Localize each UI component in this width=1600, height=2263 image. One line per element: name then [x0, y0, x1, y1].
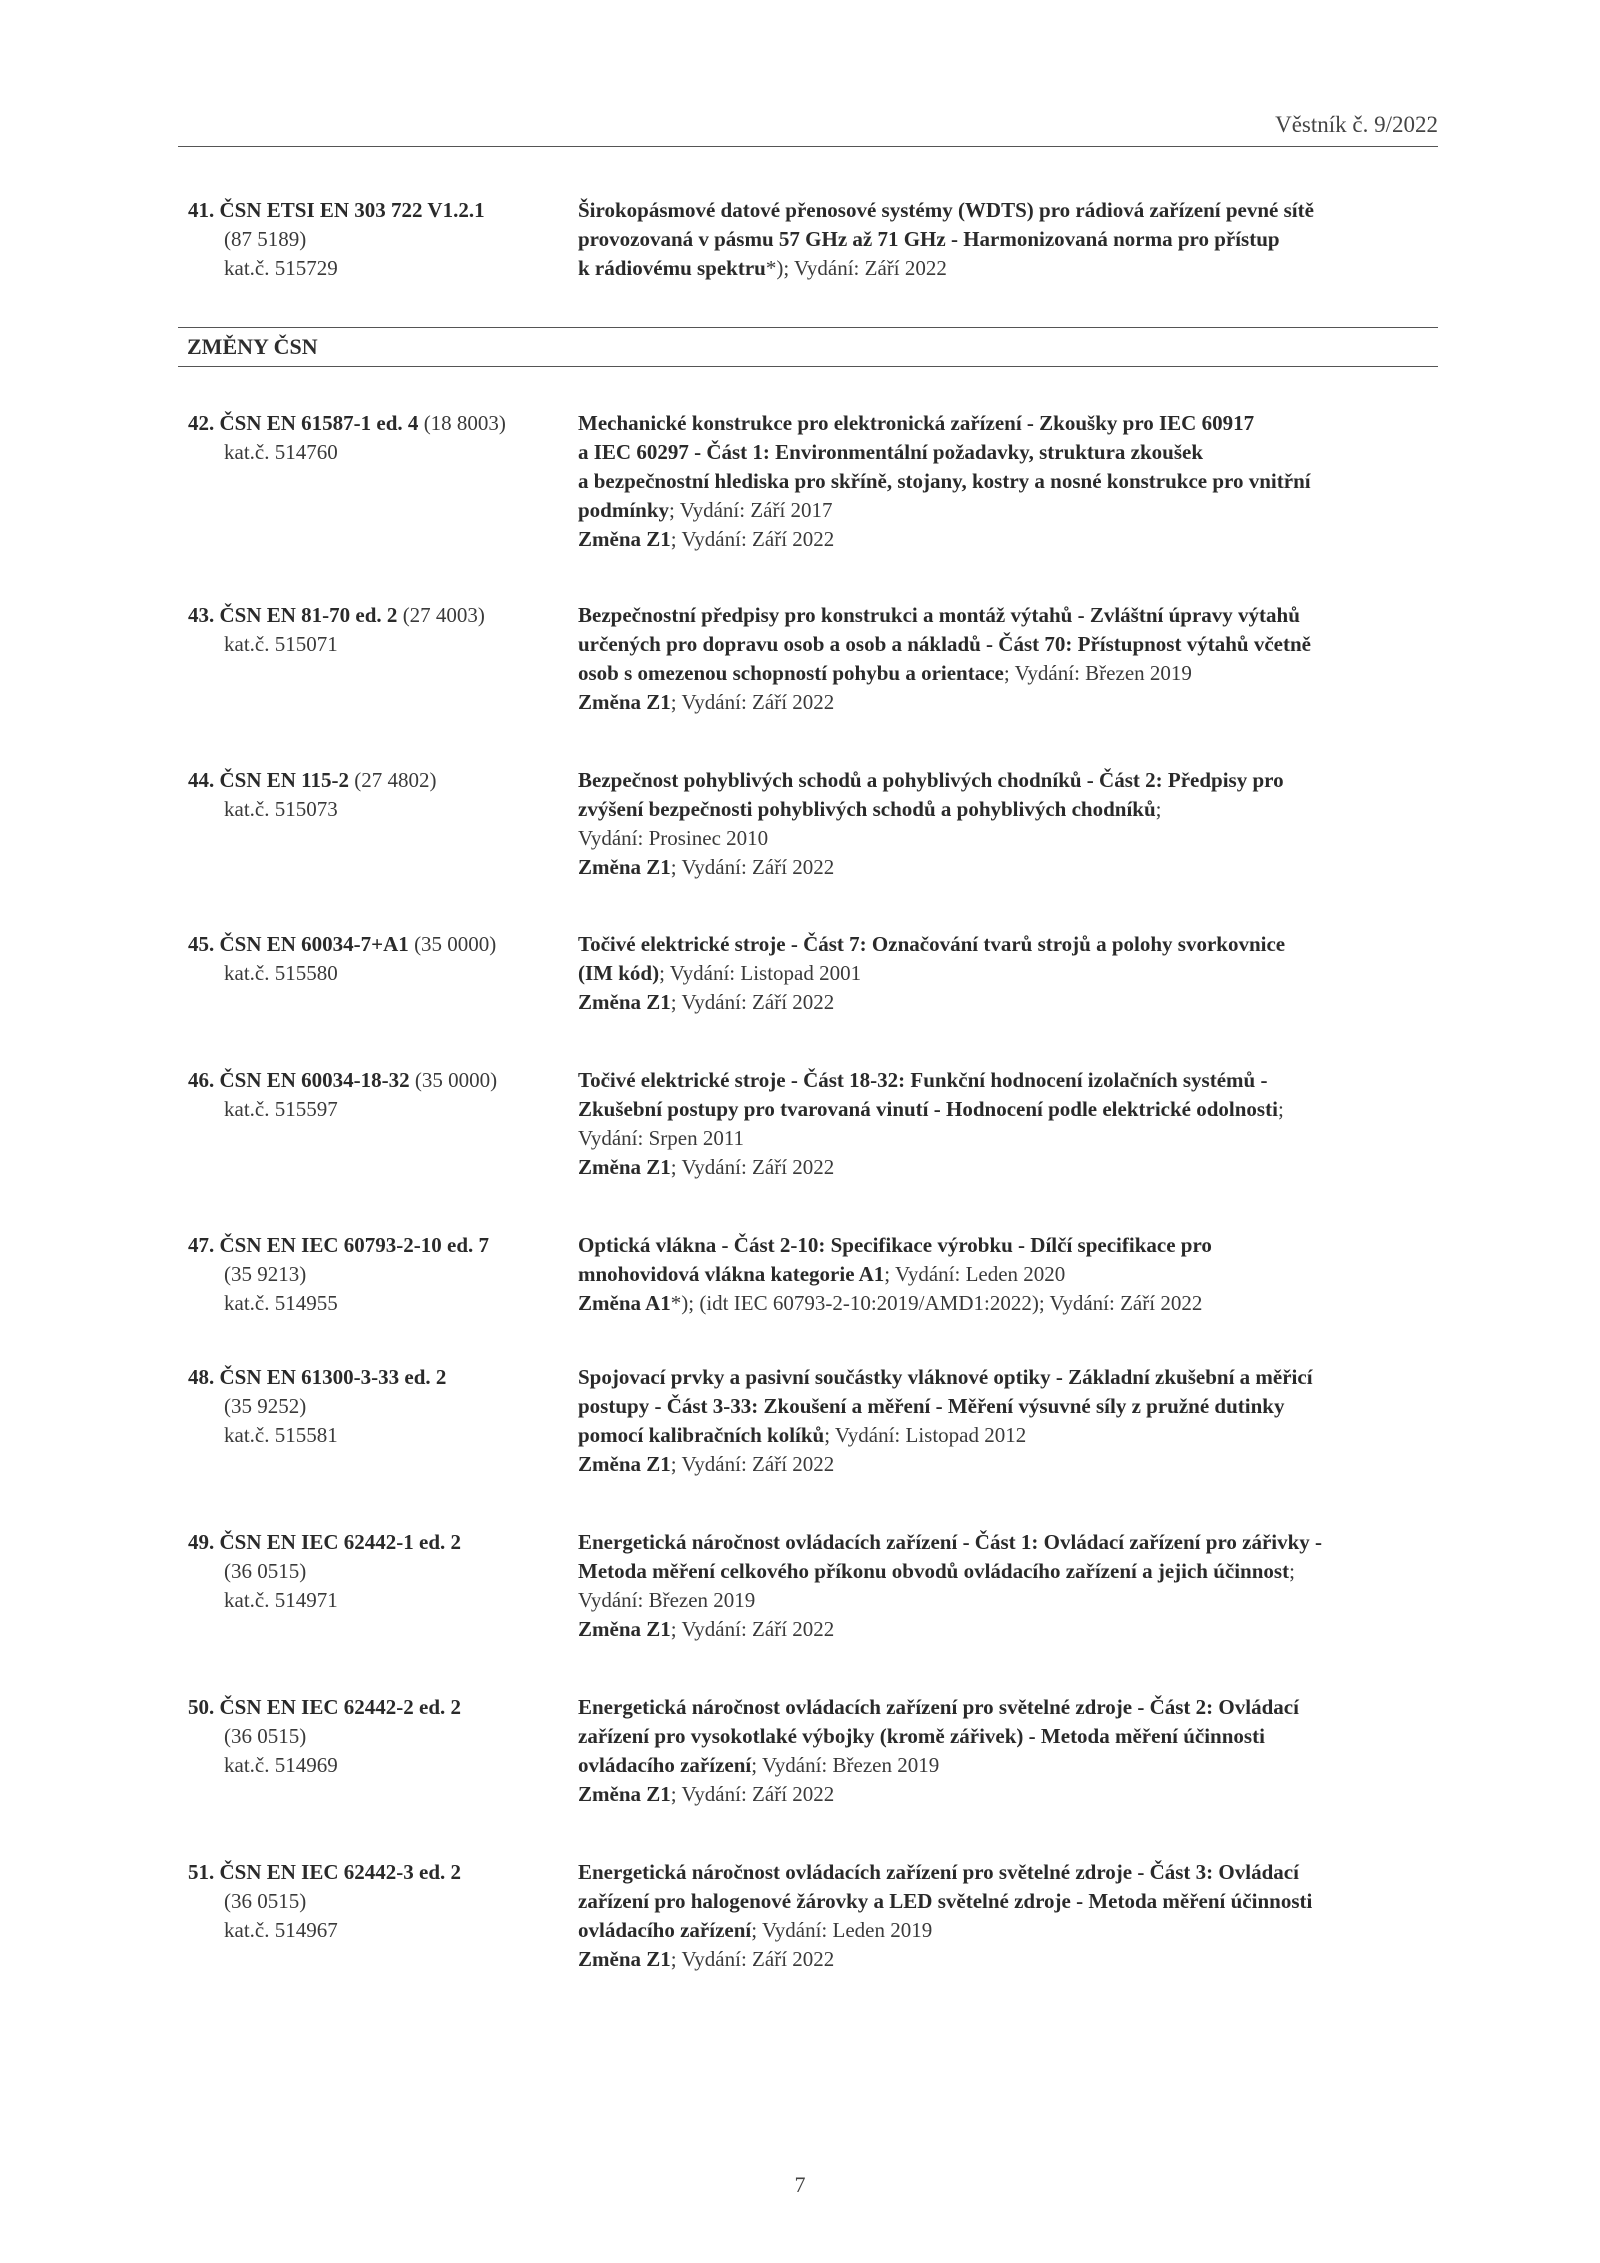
description-line: [578, 1153, 1438, 1182]
catalog-info: (35 9213): [224, 1262, 307, 1286]
description-text: ; Vydání: Září 2022: [670, 990, 835, 1014]
description-line: [578, 1066, 1438, 1095]
description-line: [578, 659, 1438, 688]
catalog-info: (36 0515): [224, 1559, 307, 1583]
standard-identifier: [188, 409, 578, 467]
description-line: [578, 959, 1438, 988]
standard-code: [188, 766, 578, 795]
description-line: [578, 1693, 1438, 1722]
standard-code-part: 45. ČSN EN 60034-7+A1: [188, 932, 409, 956]
description-text: ; Vydání: Březen 2019: [1003, 661, 1192, 685]
description-line: [578, 766, 1438, 795]
description-text: Zkušební postupy pro tvarovaná vinutí - Hodnocení podle elektrické odolnosti: [578, 1097, 1278, 1121]
description-text: Změna Z1: [578, 1617, 671, 1641]
standard-description: [578, 196, 1438, 283]
description-line: [578, 254, 1438, 283]
description-text: ; Vydání: Září 2022: [670, 1782, 835, 1806]
description-text: ; Vydání: Září 2022: [670, 1947, 835, 1971]
description-text: Změna A1: [578, 1291, 671, 1315]
catalog-info: kat.č. 514967: [224, 1918, 338, 1942]
standard-code: [188, 1363, 578, 1392]
description-line: [578, 1780, 1438, 1809]
description-line: [578, 1528, 1438, 1557]
catalog-info: kat.č. 515581: [224, 1423, 338, 1447]
page-number: 7: [794, 2172, 806, 2197]
standard-identifier: [188, 1858, 578, 1945]
description-line: [578, 1887, 1438, 1916]
description-text: ; Vydání: Září 2022: [670, 1452, 835, 1476]
standard-identifier: [188, 601, 578, 659]
description-line: [578, 1751, 1438, 1780]
description-line: [578, 1095, 1438, 1124]
standard-description: [578, 1363, 1438, 1479]
catalog-info: (35 9252): [224, 1394, 307, 1418]
description-text: Metoda měření celkového příkonu obvodů ovládacího zařízení a jejich účinnost: [578, 1559, 1290, 1583]
description-text: zvýšení bezpečnosti pohyblivých schodů a pohyblivých chodníků: [578, 797, 1156, 821]
description-line: [578, 988, 1438, 1017]
catalog-info: kat.č. 514955: [224, 1291, 338, 1315]
description-text: *); (idt IEC 60793-2-10:2019/AMD1:2022); Vydání: Září 2022: [670, 1291, 1203, 1315]
description-text: Energetická náročnost ovládacích zařízení pro světelné zdroje - Část 2: Ovládací: [578, 1695, 1299, 1719]
description-line: [578, 1945, 1438, 1974]
catalog-info: kat.č. 515729: [224, 256, 338, 280]
standard-code-part: (27 4003): [397, 603, 485, 627]
description-text: Změna Z1: [578, 527, 671, 551]
description-text: Změna Z1: [578, 1947, 671, 1971]
description-text: Vydání: Březen 2019: [578, 1588, 756, 1612]
description-line: [578, 1858, 1438, 1887]
description-line: [578, 496, 1438, 525]
standard-code-part: (35 0000): [409, 1068, 498, 1092]
description-text: ; Vydání: Listopad 2012: [824, 1423, 1027, 1447]
description-line: [578, 1231, 1438, 1260]
description-text: Změna Z1: [578, 1452, 671, 1476]
description-text: Změna Z1: [578, 690, 671, 714]
description-text: k rádiovému spektru: [578, 256, 766, 280]
standard-code-part: 43. ČSN EN 81-70 ed. 2: [188, 603, 398, 627]
standard-code-part: 48. ČSN EN 61300-3-33 ed. 2: [188, 1365, 447, 1389]
standard-code-part: 50. ČSN EN IEC 62442-2 ed. 2: [188, 1695, 462, 1719]
section-rule-bottom: [178, 366, 1438, 367]
description-text: ;: [1277, 1097, 1284, 1121]
standard-code-part: 41. ČSN ETSI EN 303 722 V1.2.1: [188, 198, 485, 222]
description-text: Mechanické konstrukce pro elektronická zařízení - Zkoušky pro IEC 60917: [578, 411, 1255, 435]
catalog-info: kat.č. 514969: [224, 1753, 338, 1777]
standard-code-part: 42. ČSN EN 61587-1 ed. 4: [188, 411, 419, 435]
description-line: [578, 525, 1438, 554]
description-line: [578, 1615, 1438, 1644]
description-text: Vydání: Prosinec 2010: [578, 826, 769, 850]
page-header: Věstník č. 9/2022: [1275, 112, 1438, 137]
description-line: [578, 795, 1438, 824]
standard-identifier: [188, 1528, 578, 1615]
description-text: postupy - Část 3-33: Zkoušení a měření - Měření výsuvné síly z pružné dutinky: [578, 1394, 1285, 1418]
catalog-info: kat.č. 515071: [224, 632, 338, 656]
header-rule: [178, 146, 1438, 147]
description-text: ; Vydání: Září 2022: [670, 855, 835, 879]
description-text: Změna Z1: [578, 1782, 671, 1806]
description-text: ; Vydání: Listopad 2001: [659, 961, 862, 985]
description-text: ;: [1155, 797, 1162, 821]
description-line: [578, 824, 1438, 853]
description-text: ; Vydání: Září 2017: [669, 498, 833, 522]
description-text: Točivé elektrické stroje - Část 18-32: Funkční hodnocení izolačních systémů -: [578, 1068, 1268, 1092]
standard-description: [578, 1528, 1438, 1644]
standard-code-part: (35 0000): [408, 932, 497, 956]
description-text: Energetická náročnost ovládacích zařízení - Část 1: Ovládací zařízení pro zářivky -: [578, 1530, 1323, 1554]
standard-code: [188, 1693, 578, 1722]
description-text: určených pro dopravu osob a osob a nákladů - Část 70: Přístupnost výtahů včetně: [578, 632, 1311, 656]
standard-identifier: [188, 930, 578, 988]
description-line: [578, 196, 1438, 225]
catalog-info: (36 0515): [224, 1724, 307, 1748]
description-text: zařízení pro halogenové žárovky a LED světelné zdroje - Metoda měření účinnosti: [578, 1889, 1313, 1913]
section-title: ZMĚNY ČSN: [187, 334, 318, 359]
description-text: ; Vydání: Leden 2020: [884, 1262, 1066, 1286]
description-text: (IM kód): [578, 961, 660, 985]
standard-identifier: [188, 766, 578, 824]
description-line: [578, 409, 1438, 438]
description-line: [578, 1124, 1438, 1153]
description-line: [578, 467, 1438, 496]
catalog-info: kat.č. 515597: [224, 1097, 338, 1121]
description-line: [578, 1289, 1438, 1318]
description-text: Vydání: Srpen 2011: [578, 1126, 745, 1150]
description-text: ;: [1289, 1559, 1295, 1583]
description-text: ; Vydání: Září 2022: [670, 1617, 835, 1641]
description-text: *); Vydání: Září 2022: [765, 256, 947, 280]
description-text: a IEC 60297 - Část 1: Environmentální požadavky, struktura zkoušek: [578, 440, 1204, 464]
description-text: Bezpečnost pohyblivých schodů a pohyblivých chodníků - Část 2: Předpisy pro: [578, 768, 1284, 792]
description-text: Optická vlákna - Část 2-10: Specifikace výrobku - Dílčí specifikace pro: [578, 1233, 1212, 1257]
description-text: ; Vydání: Září 2022: [670, 1155, 835, 1179]
description-line: [578, 1421, 1438, 1450]
description-line: [578, 225, 1438, 254]
description-line: [578, 1916, 1438, 1945]
description-text: podmínky: [578, 498, 670, 522]
description-line: [578, 1363, 1438, 1392]
standard-code-part: (27 4802): [349, 768, 437, 792]
description-line: [578, 1450, 1438, 1479]
description-text: ; Vydání: Březen 2019: [751, 1753, 940, 1777]
standard-code-part: 51. ČSN EN IEC 62442-3 ed. 2: [188, 1860, 462, 1884]
standard-description: [578, 930, 1438, 1017]
standard-description: [578, 409, 1438, 554]
standard-description: [578, 766, 1438, 882]
standard-identifier: [188, 1363, 578, 1450]
standard-code: [188, 1858, 578, 1887]
standard-code: [188, 196, 578, 225]
standard-identifier: [188, 196, 578, 283]
description-text: Širokopásmové datové přenosové systémy (WDTS) pro rádiová zařízení pevné sítě: [578, 198, 1314, 222]
catalog-info: kat.č. 515073: [224, 797, 338, 821]
description-line: [578, 438, 1438, 467]
description-text: a bezpečnostní hlediska pro skříně, stojany, kostry a nosné konstrukce pro vnitřní: [578, 469, 1311, 493]
description-text: osob s omezenou schopností pohybu a orientace: [578, 661, 1004, 685]
description-text: ; Vydání: Leden 2019: [751, 1918, 933, 1942]
standard-code-part: 47. ČSN EN IEC 60793-2-10 ed. 7: [188, 1233, 490, 1257]
description-text: pomocí kalibračních kolíků: [578, 1423, 825, 1447]
standard-description: [578, 1858, 1438, 1974]
description-line: [578, 630, 1438, 659]
description-line: [578, 601, 1438, 630]
description-line: [578, 1586, 1438, 1615]
standard-code: [188, 409, 578, 438]
description-line: [578, 688, 1438, 717]
standard-code-part: 49. ČSN EN IEC 62442-1 ed. 2: [188, 1530, 462, 1554]
section-rule-top: [178, 327, 1438, 328]
description-text: ; Vydání: Září 2022: [670, 690, 835, 714]
standard-description: [578, 601, 1438, 717]
standard-description: [578, 1231, 1438, 1318]
catalog-info: kat.č. 514971: [224, 1588, 338, 1612]
standard-identifier: [188, 1066, 578, 1124]
description-text: ovládacího zařízení: [578, 1918, 752, 1942]
description-text: Spojovací prvky a pasivní součástky vláknové optiky - Základní zkušební a měřicí: [578, 1365, 1313, 1389]
description-line: [578, 930, 1438, 959]
standard-description: [578, 1066, 1438, 1182]
description-text: Točivé elektrické stroje - Část 7: Označování tvarů strojů a polohy svorkovnice: [578, 932, 1286, 956]
description-text: Změna Z1: [578, 1155, 671, 1179]
description-text: Energetická náročnost ovládacích zařízení pro světelné zdroje - Část 3: Ovládací: [578, 1860, 1299, 1884]
description-text: ovládacího zařízení: [578, 1753, 752, 1777]
catalog-info: (87 5189): [224, 227, 307, 251]
standard-code: [188, 930, 578, 959]
standard-identifier: [188, 1693, 578, 1780]
standard-code: [188, 1066, 578, 1095]
catalog-info: (36 0515): [224, 1889, 307, 1913]
description-line: [578, 853, 1438, 882]
description-text: provozovaná v pásmu 57 GHz až 71 GHz - Harmonizovaná norma pro přístup: [578, 227, 1280, 251]
standard-code: [188, 1528, 578, 1557]
description-text: Změna Z1: [578, 855, 671, 879]
standard-code: [188, 1231, 578, 1260]
description-line: [578, 1260, 1438, 1289]
description-text: zařízení pro vysokotlaké výbojky (kromě zářivek) - Metoda měření účinnosti: [578, 1724, 1265, 1748]
standard-code-part: (18 8003): [418, 411, 506, 435]
standard-code-part: 44. ČSN EN 115-2: [188, 768, 350, 792]
standard-code: [188, 601, 578, 630]
standard-identifier: [188, 1231, 578, 1318]
description-text: Bezpečnostní předpisy pro konstrukci a montáž výtahů - Zvláštní úpravy výtahů: [578, 603, 1300, 627]
description-line: [578, 1392, 1438, 1421]
catalog-info: kat.č. 514760: [224, 440, 338, 464]
catalog-info: kat.č. 515580: [224, 961, 338, 985]
description-line: [578, 1557, 1438, 1586]
description-text: ; Vydání: Září 2022: [670, 527, 835, 551]
description-text: mnohovidová vlákna kategorie A1: [578, 1262, 885, 1286]
description-text: Změna Z1: [578, 990, 671, 1014]
standard-description: [578, 1693, 1438, 1809]
description-line: [578, 1722, 1438, 1751]
standard-code-part: 46. ČSN EN 60034-18-32: [188, 1068, 410, 1092]
